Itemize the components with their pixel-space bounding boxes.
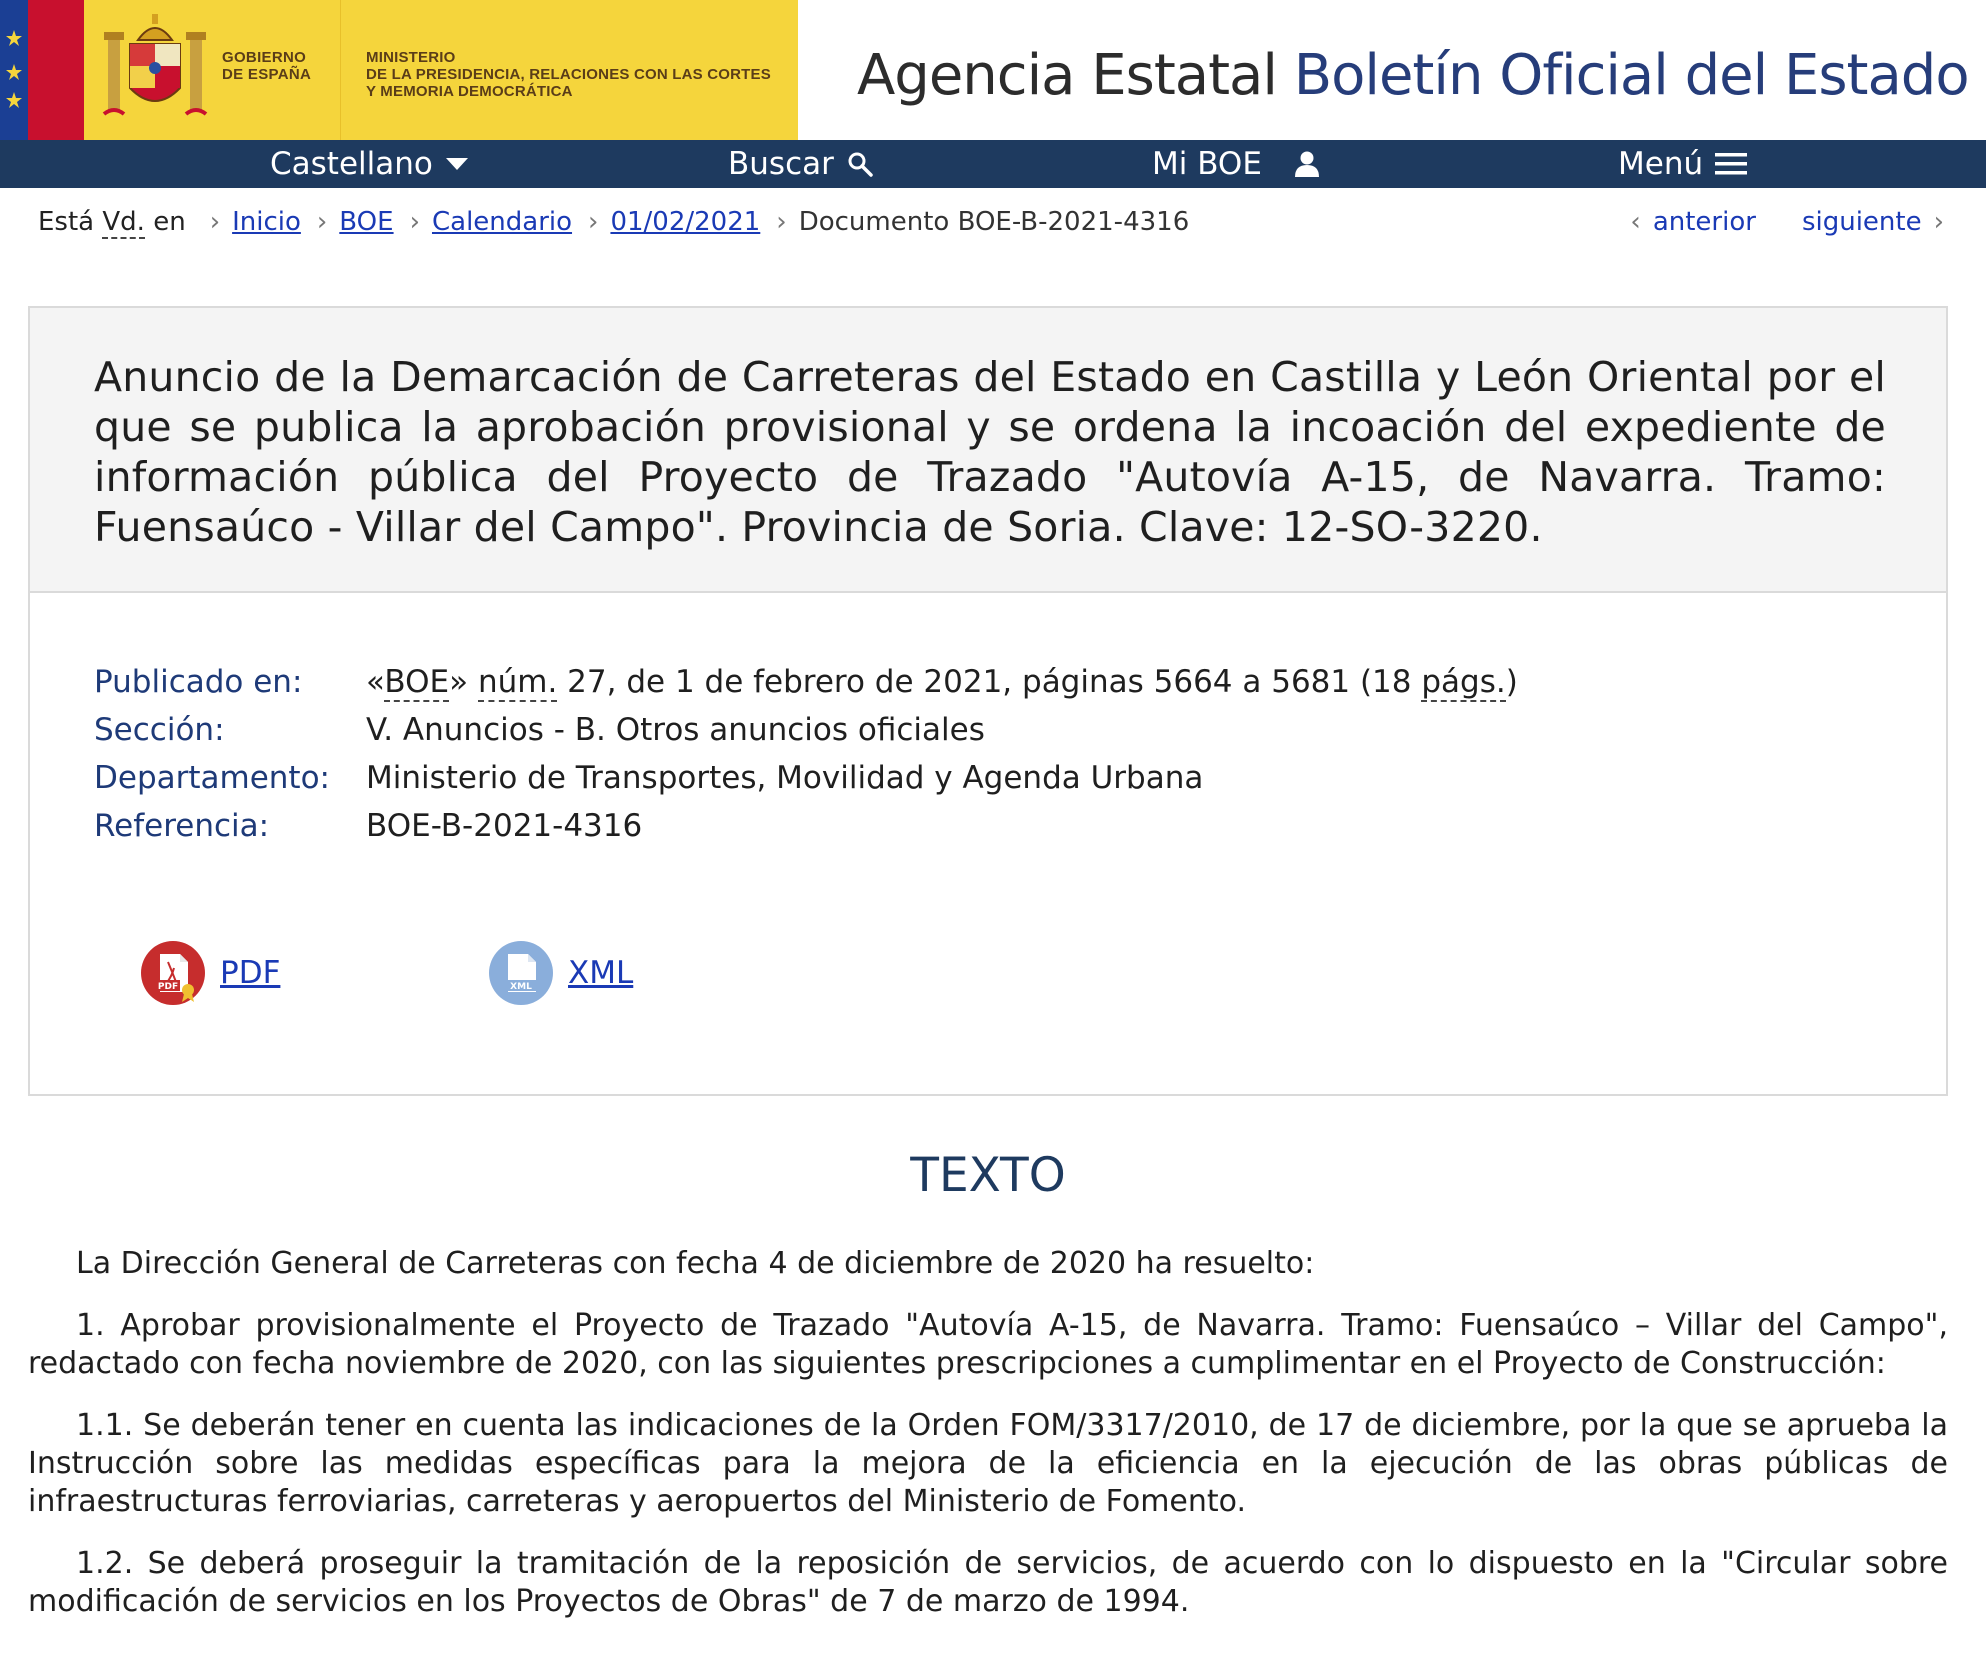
meta-department-label: Departamento: [94,760,330,796]
breadcrumb-inicio[interactable]: Inicio [232,207,301,237]
pdf-file-icon [140,940,206,1006]
document-title-area [30,308,1946,593]
site-title-prefix: Agencia Estatal [857,43,1294,108]
body-paragraph: 1.2. Se deberá proseguir la tramitación de la reposición de servicios, de acuerdo con lo dispuesto en la "Circular sobre modificación de servicios en los Proyectos de Obras" de 7 de marzo de 1994. [28,1546,1948,1619]
chevron-right-icon: › [409,207,420,237]
site-title-main: Boletín Oficial del Estado [1293,43,1969,108]
chevron-right-icon: › [209,207,221,237]
xml-file-icon [488,940,554,1006]
meta-section-label: Sección: [94,712,225,748]
vd-abbreviation: Vd. [102,207,145,237]
xml-link-label[interactable]: XML [568,955,634,991]
breadcrumb-boe[interactable]: BOE [339,207,394,237]
main-navigation [0,140,1986,188]
svg-text:PDF: PDF [157,982,179,992]
body-paragraph: La Dirección General de Carreteras con fecha 4 de diciembre de 2020 ha resuelto: [76,1246,1315,1281]
document-summary-box [28,306,1948,1096]
texto-heading: TEXTO [910,1148,1066,1203]
meta-section-row [94,706,1518,754]
breadcrumb-calendario[interactable]: Calendario [431,207,573,237]
mi-boe-button[interactable] [1152,140,1322,188]
body-paragraph: 1. Aprobar provisionalmente el Proyecto de Trazado "Autovía A-15, de Navarra. Tramo: Fuensaúco – Villar del Campo", redactado con fecha noviembre de 2020, con las siguientes prescripciones a cumplimentar en el Proyecto de Construcción: [28,1308,1948,1381]
previous-link[interactable]: anterior [1652,207,1756,237]
num-abbreviation: núm. [477,664,558,700]
ministry-line-2: DE LA PRESIDENCIA, RELACIONES CON LAS CORTES [366,66,771,83]
xml-download-link[interactable] [488,940,633,1006]
language-selector[interactable] [270,140,469,188]
site-header [0,0,1986,140]
chevron-right-icon: › [1933,207,1944,237]
eu-stars-icon [0,0,28,140]
meta-reference-row [94,802,1518,850]
ministry-line-3: Y MEMORIA DEMOCRÁTICA [366,83,573,100]
pdf-download-link[interactable] [140,940,280,1006]
breadcrumb-current: Documento BOE-B-2021-4316 [798,207,1190,237]
caret-down-icon [445,156,469,172]
ministry-name [366,49,771,100]
logo-divider [340,0,341,140]
svg-text:XML: XML [510,982,532,992]
chevron-right-icon: › [776,207,787,237]
search-button[interactable] [728,140,874,188]
mi-boe-label: Mi BOE [1152,146,1262,182]
site-title[interactable] [857,40,1969,112]
hamburger-icon [1715,151,1747,177]
gov-line-1: GOBIERNO [222,49,307,66]
meta-published-row [94,658,1518,706]
next-link[interactable]: siguiente [1801,207,1922,237]
government-logo-block[interactable] [28,0,798,140]
chevron-right-icon: › [316,207,328,237]
pags-abbreviation: págs. [1421,664,1506,700]
meta-reference-value: BOE-B-2021-4316 [366,808,643,844]
boe-abbreviation: BOE [384,664,450,700]
pdf-link-label[interactable]: PDF [220,955,281,991]
language-label: Castellano [270,146,433,182]
meta-reference-label: Referencia: [94,808,270,844]
breadcrumb-date[interactable]: 01/02/2021 [610,207,761,237]
ministry-line-1: MINISTERIO [366,49,456,66]
body-paragraph: 1.1. Se deberán tener en cuenta las indicaciones de la Orden FOM/3317/2010, de 17 de diciembre, por la que se aprueba la Instrucción sobre las medidas específicas para la mejora de la eficiencia en la ejecución de las obras públicas de infraestructuras ferroviarias, carreteras y aeropuertos del Ministerio de Fomento. [28,1408,1948,1519]
meta-section-value: V. Anuncios - B. Otros anuncios oficiales [366,712,985,748]
document-metadata [94,658,1518,850]
meta-department-value: Ministerio de Transportes, Movilidad y Agenda Urbana [366,760,1204,796]
coat-of-arms-icon [100,10,210,128]
menu-label: Menú [1618,146,1704,182]
government-name [222,49,311,83]
eu-flag-strip [0,0,28,140]
menu-button[interactable] [1618,140,1747,188]
document-body [28,1245,1948,1645]
breadcrumb-prefix: Está Vd. en [38,207,186,237]
chevron-left-icon: ‹ [1630,207,1641,237]
document-pagination [1630,200,1944,244]
document-title: Anuncio de la Demarcación de Carreteras del Estado en Castilla y León Oriental por el que se publica la aprobación provisional y se ordena la incoación del expediente de información pública del Proyecto de Trazado "Autovía A-15, de Navarra. Tramo: Fuensaúco - Villar del Campo". Provincia de Soria. Clave: 12-SO-3220. [94,353,1886,551]
meta-published-value: «BOE» núm. 27, de 1 de febrero de 2021, páginas 5664 a 5681 (18 págs.) [366,664,1518,700]
search-icon [846,150,874,178]
meta-department-row [94,754,1518,802]
user-icon [1292,150,1322,178]
search-label: Buscar [728,146,834,182]
gov-line-2: DE ESPAÑA [222,66,312,83]
chevron-right-icon: › [588,207,599,237]
spain-flag-strip [28,0,84,140]
meta-published-label: Publicado en: [94,664,303,700]
breadcrumb [38,200,1189,244]
